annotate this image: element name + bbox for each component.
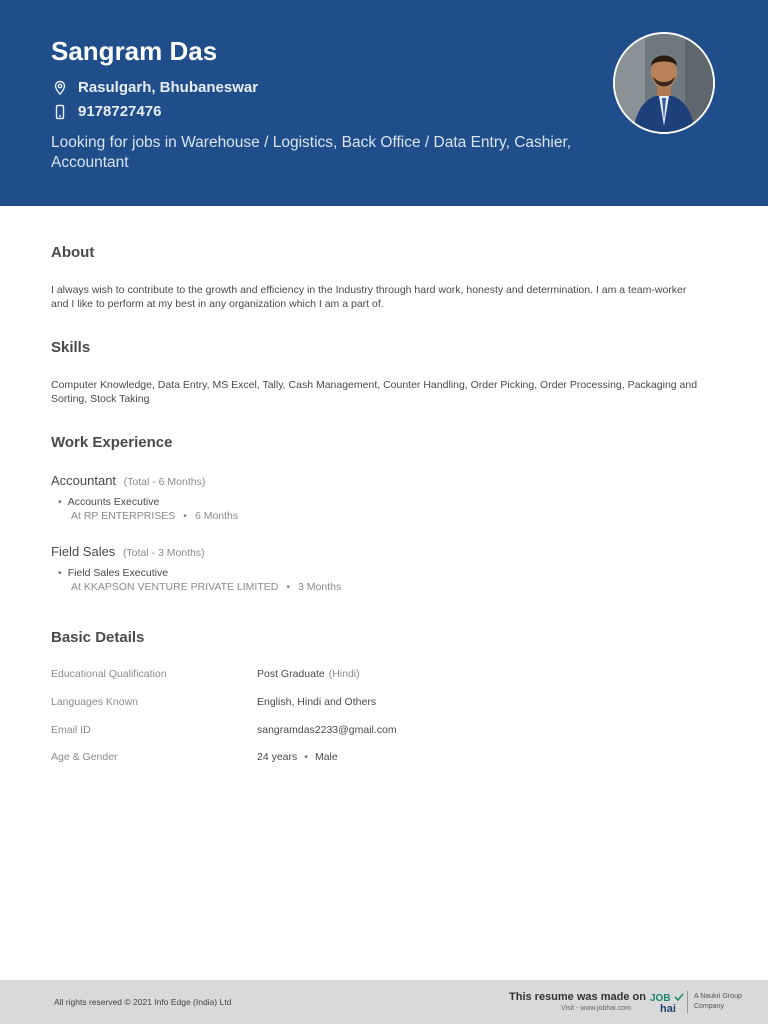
about-heading: About (51, 244, 95, 261)
jobhai-logo-icon (649, 991, 689, 1013)
job-role-total: (Total - 6 Months) (123, 476, 206, 488)
job-company-line (71, 510, 238, 522)
job-duration: 3 Months (298, 581, 342, 593)
avatar (613, 32, 715, 134)
copyright-text: All rights reserved © 2021 Info Edge (India) Ltd (54, 997, 232, 1007)
job-company: At KKAPSON VENTURE PRIVATE LIMITED (71, 581, 279, 593)
skills-text: Computer Knowledge, Data Entry, MS Excel, Tally, Cash Management, Counter Handling, Order Picking, Order Processing, Packaging and Sorting, Stock Taking (51, 379, 698, 405)
detail-value-email[interactable]: sangramdas2233@gmail.com (257, 724, 397, 736)
job-position (58, 567, 168, 579)
job-role (51, 544, 205, 559)
education-value: Post Graduate (257, 668, 325, 680)
job-position (58, 496, 159, 508)
resume-header (0, 0, 768, 206)
logo-text-bottom: hai (660, 1003, 676, 1013)
logo-text-top: JOB (650, 993, 671, 1004)
separator-dot: • (286, 581, 291, 593)
visit-link[interactable]: Visit - www.jobhai.com (561, 1005, 631, 1012)
job-preferences: Looking for jobs in Warehouse / Logistics, Back Office / Data Entry, Cashier, Accountant (51, 134, 572, 171)
age-value: 24 years (257, 751, 298, 763)
location-row (52, 79, 258, 96)
location-text: Rasulgarh, Bhubaneswar (78, 79, 259, 96)
skills-heading: Skills (51, 339, 91, 356)
job-role-name: Accountant (51, 473, 117, 488)
page-footer (0, 980, 768, 1024)
job-company-line (71, 581, 341, 593)
job-role-total: (Total - 3 Months) (122, 547, 205, 559)
about-text: I always wish to contribute to the growth and efficiency in the Industry through hard work, honesty and determination. I am a team-worker and I like to perform at my best in any organization which I am a part of. (51, 284, 687, 310)
job-position-name: Accounts Executive (67, 496, 160, 508)
detail-label-age-gender: Age & Gender (51, 751, 118, 763)
job-company: At RP ENTERPRISES (71, 510, 176, 522)
detail-label-languages: Languages Known (51, 696, 138, 708)
detail-value-education (257, 668, 360, 680)
phone-icon (52, 104, 68, 120)
phone-text[interactable]: 9178727476 (78, 103, 162, 120)
education-medium: (Hindi) (328, 668, 360, 680)
detail-label-education: Educational Qualification (51, 668, 167, 680)
phone-row (52, 103, 161, 120)
detail-label-email: Email ID (51, 724, 91, 736)
gender-value: Male (314, 751, 338, 763)
location-pin-icon (52, 80, 68, 96)
basic-details-heading: Basic Details (51, 629, 145, 646)
job-duration: 6 Months (194, 510, 239, 522)
job-role-name: Field Sales (51, 544, 116, 559)
detail-value-age-gender (257, 751, 338, 763)
job-position-name: Field Sales Executive (67, 567, 169, 579)
naukri-group-text: A Naukri Group Company (694, 993, 742, 1010)
separator-dot: • (183, 510, 187, 522)
logo-divider (687, 991, 688, 1013)
detail-value-languages: English, Hindi and Others (257, 696, 377, 708)
separator-dot: • (304, 751, 308, 763)
job-role (51, 473, 205, 488)
bullet-icon: • (58, 567, 62, 579)
work-experience-heading: Work Experience (51, 434, 173, 451)
bullet-icon: • (58, 496, 62, 508)
candidate-name: Sangram Das (51, 36, 218, 66)
made-on-text: This resume was made on (509, 991, 646, 1003)
